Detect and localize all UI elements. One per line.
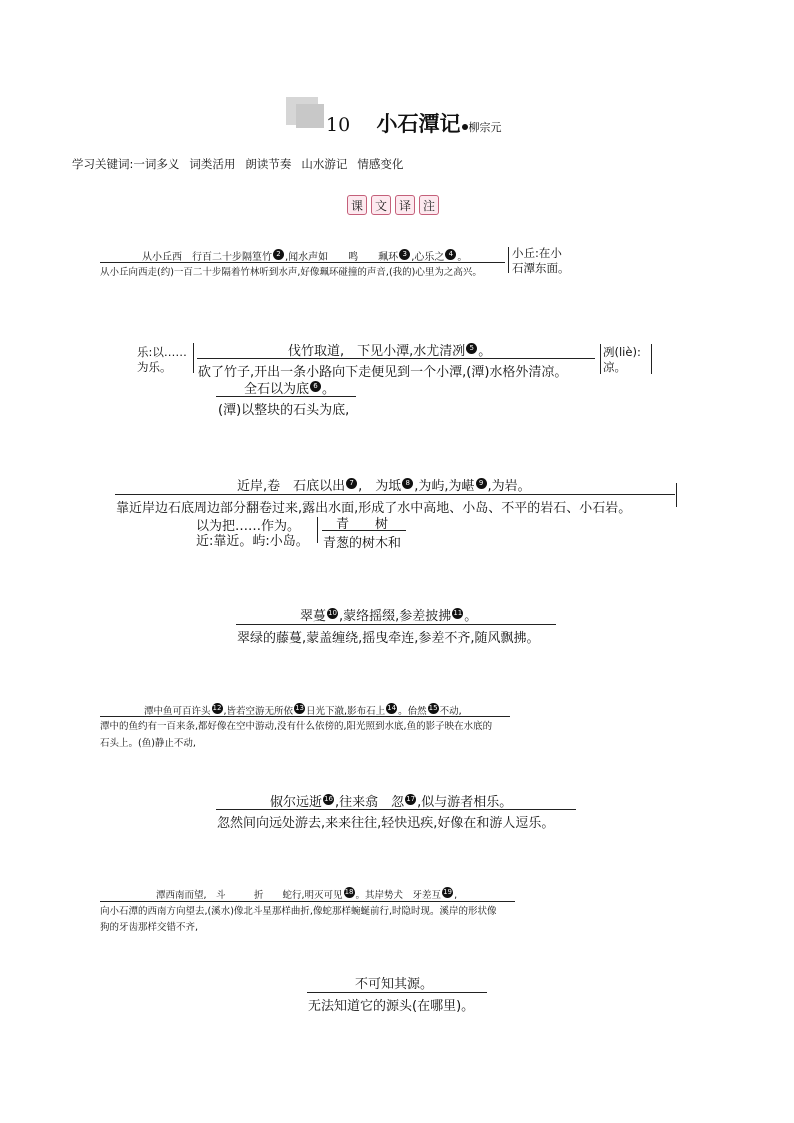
source-segment: ,往来翕 忽 [335, 795, 405, 810]
divider-line [216, 396, 356, 397]
annotation-line: 乐:以…… [137, 345, 187, 359]
keyword-item: 情感变化 [357, 157, 404, 171]
source-text [288, 340, 491, 359]
footnote-marker: 14 [387, 704, 397, 712]
keywords-row [72, 156, 413, 172]
source-segment: 日光下澈,影布石上 [306, 706, 386, 718]
annotation-line: 近:靠近。屿:小岛。 [196, 534, 309, 549]
keyword-item: 一词多义 [133, 157, 180, 171]
annotation-line: 凉。 [603, 360, 626, 374]
translation-text: 从小丘向西走(约)一百二十步隔着竹林听到水声,好像珮环碰撞的声音,(我的)心里为之高兴。 [100, 267, 482, 278]
footnote-marker: 3 [399, 249, 410, 260]
annotation-line: 石潭东面。 [512, 261, 570, 275]
footnote-marker: 7 [346, 478, 357, 489]
translation-text: 向小石潭的西南方向望去,(溪水)像北斗星那样曲折,像蛇那样蜿蜒前行,时隐时现。溪岸的形状像 [100, 906, 497, 917]
footnote-marker: 5 [466, 343, 477, 354]
keyword-item: 朗读节奏 [245, 157, 292, 171]
footnote-marker: 13 [295, 704, 304, 712]
section-tag: 注 [419, 195, 439, 215]
divider-line [100, 716, 510, 717]
translation-text: (潭)以整块的石头为底, [218, 403, 350, 418]
footnote-marker: 10 [328, 608, 337, 617]
translation-text: 靠近岸边石底周边部分翻卷过来,露出水面,形成了水中高地、小岛、不平的岩石、小石岩。 [116, 501, 632, 516]
translation-text: 砍了竹子,开出一条小路向下走便见到一个小潭,(潭)水格外清凉。 [198, 365, 568, 380]
source-segment: ,蒙络摇缀,参差披拂 [339, 609, 452, 624]
footnote-marker: 4 [445, 249, 456, 260]
divider-line [236, 624, 556, 625]
page-title [326, 108, 502, 138]
source-segment: 潭中鱼可百许头 [144, 706, 211, 718]
source-segment: ,似与游者相乐。 [417, 795, 513, 810]
lesson-title: 小石潭记 [376, 111, 461, 136]
source-text [156, 887, 457, 901]
source-segment: ,为屿,为嵁 [414, 479, 475, 494]
annotation-line: 冽(liè): [603, 345, 641, 359]
translation-text: 石头上。(鱼)静止不动, [100, 738, 196, 749]
bullet-dot-icon [462, 124, 468, 130]
divider-line [100, 262, 505, 263]
divider-line [100, 901, 515, 902]
source-text [244, 378, 335, 397]
keyword-item: 词类活用 [189, 157, 236, 171]
source-segment: ,闻水声如 鸣 珮环 [285, 252, 399, 263]
footnote-marker: 12 [212, 704, 222, 712]
footnote-marker: 8 [402, 478, 413, 489]
divider-line [197, 358, 595, 359]
source-text [300, 605, 477, 624]
footnote-marker: 17 [406, 794, 416, 803]
divider-line [216, 809, 576, 810]
source-segment: 从小丘西 行百二十步隔篁竹 [142, 252, 272, 263]
section-tag: 文 [371, 195, 391, 215]
annotation-line: 为乐。 [137, 360, 172, 374]
footnote-marker: 6 [310, 381, 321, 392]
source-segment: 伐竹取道, 下见小潭,水尤清冽 [288, 344, 466, 359]
bracket-line [193, 343, 194, 373]
footnote-marker: 19 [443, 888, 453, 896]
decorative-square-shadow [296, 104, 324, 128]
source-segment: 潭西南而望, 斗 折 蛇行,明灭可见 [156, 890, 343, 902]
translation-text: 青葱的树木和 [323, 536, 402, 551]
source-text: 青 树 [336, 517, 389, 532]
footnote-marker: 15 [428, 704, 438, 712]
bracket-line [651, 344, 652, 374]
source-segment: 。 [464, 609, 478, 624]
source-segment: 。 [322, 382, 336, 397]
keyword-item: 山水游记 [301, 157, 348, 171]
translation-text: 潭中的鱼约有一百来条,都好像在空中游动,没有什么依傍的,阳光照到水底,鱼的影子映在水底的 [100, 721, 493, 732]
divider-line [307, 992, 487, 993]
keywords-label: 学习关键词: [72, 157, 134, 171]
section-tag: 译 [395, 195, 415, 215]
divider-line [115, 494, 675, 495]
bracket-line [676, 483, 677, 507]
lesson-author: 柳宗元 [468, 121, 502, 134]
source-segment: ,皆若空游无所依 [223, 706, 294, 718]
translation-text: 无法知道它的源头(在哪里)。 [308, 999, 475, 1014]
annotation-line: 小丘:在小 [512, 246, 562, 260]
translation-text: 狗的牙齿那样交错不齐, [100, 922, 199, 933]
section-tags [347, 195, 439, 215]
source-text [270, 791, 512, 810]
footnote-marker: 9 [476, 478, 487, 489]
translation-text: 翠绿的藤蔓,蒙盖缠绕,摇曳牵连,参差不齐,随风飘拂。 [237, 631, 540, 646]
annotation-line: 以为把……作为。 [196, 519, 301, 534]
source-text: 不可知其源。 [355, 977, 434, 992]
bracket-line [600, 344, 601, 374]
source-segment: 。其岸势犬 牙差互 [355, 890, 442, 902]
source-segment: 全石以为底 [244, 382, 310, 397]
bracket-line [508, 247, 509, 273]
source-segment: 不动, [439, 706, 462, 718]
source-text [142, 248, 467, 263]
footnote-marker: 18 [344, 888, 354, 896]
source-segment: 。 [478, 344, 492, 359]
source-segment: , 为坻 [358, 479, 402, 494]
source-segment: 俶尔远逝 [270, 795, 323, 810]
translation-text: 忽然间向远处游去,来来往往,轻快迅疾,好像在和游人逗乐。 [217, 816, 555, 831]
source-segment: , [454, 890, 458, 902]
source-segment: ,心乐之 [411, 252, 445, 263]
source-text [237, 475, 531, 494]
source-segment: 近岸,卷 石底以出 [237, 479, 346, 494]
source-segment: 。 [457, 252, 468, 263]
footnote-marker: 2 [273, 249, 284, 260]
footnote-marker: 16 [324, 794, 333, 803]
footnote-marker: 11 [453, 608, 463, 617]
source-segment: 翠蔓 [300, 609, 327, 624]
section-tag: 课 [347, 195, 367, 215]
source-segment: ,为岩。 [487, 479, 531, 494]
bracket-line [317, 517, 318, 543]
lesson-number: 10 [326, 114, 351, 136]
divider-line [322, 530, 406, 531]
source-segment: 。佁然 [398, 706, 427, 718]
